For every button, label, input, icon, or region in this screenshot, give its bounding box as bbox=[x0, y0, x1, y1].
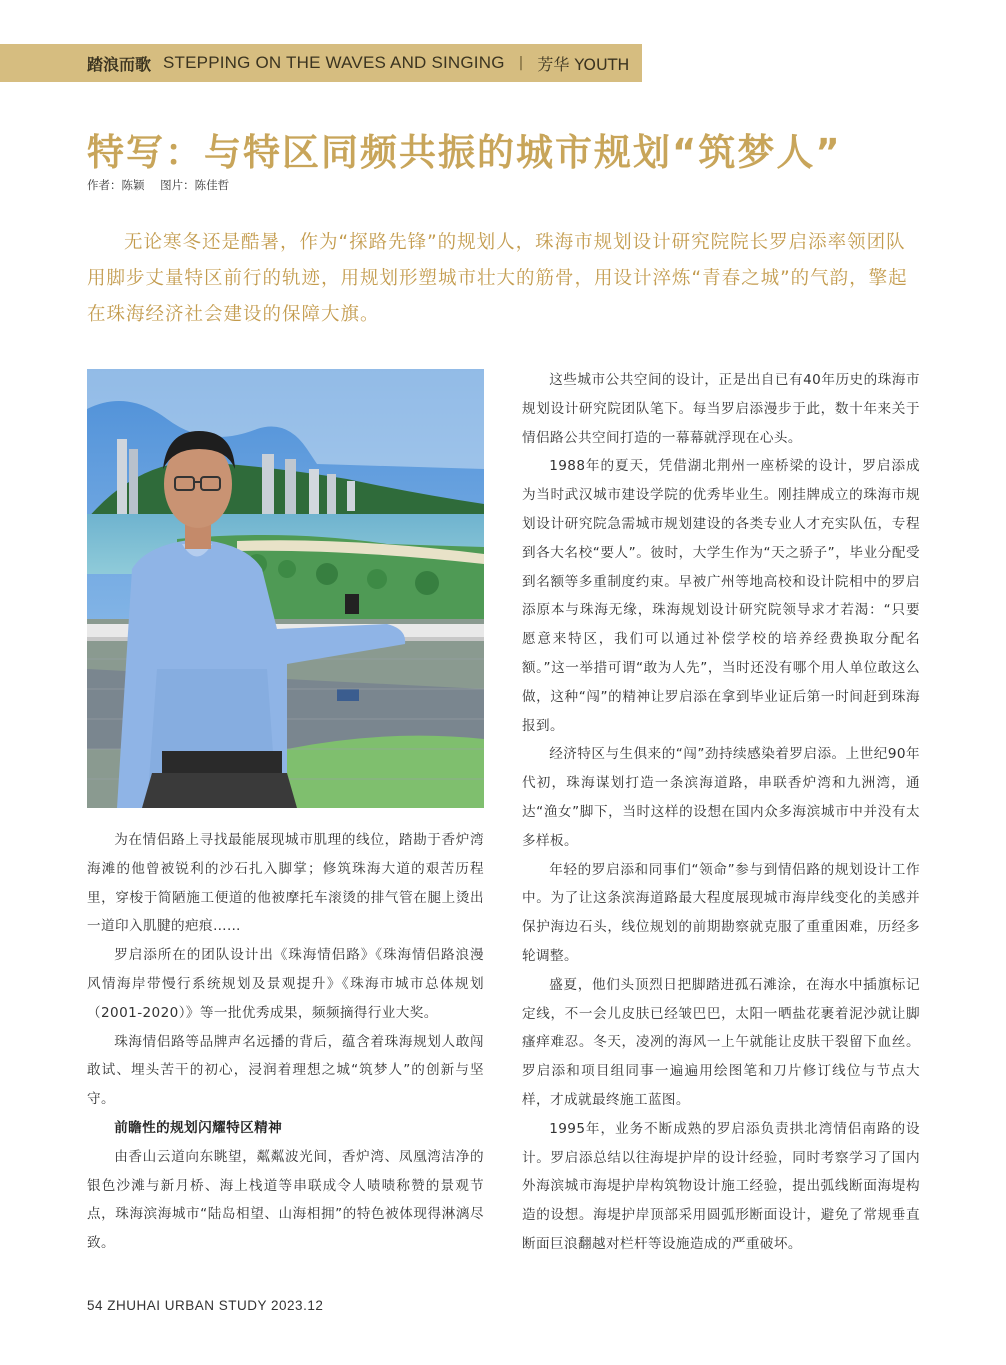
body-paragraph: 珠海情侣路等品牌声名远播的背后，蕴含着珠海规划人敢闯敢试、埋头苦干的初心，浸润着理想之城“筑梦人”的创新与坚守。 bbox=[87, 1033, 484, 1108]
body-paragraph: 这些城市公共空间的设计，正是出自已有40年历史的珠海市规划设计研究院团队笔下。每当罗启添漫步于此，数十年来关于情侣路公共空间打造的一幕幕就浮现在心头。 bbox=[522, 372, 920, 446]
column-name-en: STEPPING ON THE WAVES AND SINGING bbox=[163, 53, 505, 72]
body-paragraph: 1995年，业务不断成熟的罗启添负责拱北湾情侣南路的设计。罗启添总结以往海堤护岸的设计经验，同时考察学习了国内外海滨城市海堤护岸构筑物设计施工经验，提出弧线断面海堤构造的设想。海堤护岸顶部采用圆弧形断面设计，避免了常规垂直断面巨浪翻越对栏杆等设施造成的严重破坏。 bbox=[522, 1120, 920, 1252]
section-header-band bbox=[0, 44, 642, 82]
photo-credit: 图片：陈佳哲 bbox=[160, 178, 230, 192]
body-paragraph: 为在情侣路上寻找最能展现城市肌理的线位，踏勘于香炉湾海滩的他曾被锐利的沙石扎入脚掌；修筑珠海大道的艰苦历程里，穿梭于简陋施工便道的他被摩托车滚烫的排气管在腿上烫出一道印入肌腱的疤痕…… bbox=[87, 832, 484, 935]
section-name: 芳华 YOUTH bbox=[537, 54, 630, 74]
body-paragraph: 1988年的夏天，凭借湖北荆州一座桥梁的设计，罗启添成为当时武汉城市建设学院的优秀毕业生。刚挂牌成立的珠海市规划设计研究院急需城市规划建设的各类专业人才充实队伍，专程到各大名校“要人”。彼时，大学生作为“天之骄子”，毕业分配受到名额等多重制度约束。早被广州等地高校和设计院相中的罗启添原本与珠海无缘，珠海规划设计研究院领导求才若渴：“只要愿意来特区，我们可以通过补偿学校的培养经费换取分配名额。”这一举措可谓“敢为人先”，当时还没有哪个用人单位敢这么做，这种“闯”的精神让罗启添在拿到毕业证后第一时间赶到珠海报到。 bbox=[522, 458, 920, 734]
body-paragraph: 罗启添所在的团队设计出《珠海情侣路》《珠海情侣路浪漫风情海岸带慢行系统规划及景观提升》《珠海市城市总体规划（2001-2020）》等一批优秀成果，频频摘得行业大奖。 bbox=[87, 947, 484, 1021]
right-text-column bbox=[522, 366, 920, 1259]
left-text-column bbox=[87, 826, 484, 1258]
byline bbox=[87, 177, 241, 193]
section-subheading: 前瞻性的规划闪耀特区精神 bbox=[114, 1119, 283, 1136]
page-footer: 54 ZHUHAI URBAN STUDY 2023.12 bbox=[87, 1298, 324, 1313]
body-paragraph: 盛夏，他们头顶烈日把脚踏进孤石滩涂，在海水中插旗标记定线，不一会儿皮肤已经皱巴巴，太阳一晒盐花裹着泥沙就让脚瘙痒难忍。冬天，凌冽的海风一上午就能让皮肤干裂留下血丝。罗启添和项目组同事一遍遍用绘图笔和刀片修订线位与节点大样，才成就最终施工蓝图。 bbox=[522, 976, 920, 1108]
body-paragraph: 经济特区与生俱来的“闯”劲持续感染着罗启添。上世纪90年代初，珠海谋划打造一条滨海道路，串联香炉湾和九洲湾，通达“渔女”脚下，当时这样的设想在国内众多海滨城市中并没有太多样板。 bbox=[522, 746, 920, 849]
body-paragraph: 由香山云道向东眺望，粼粼波光间，香炉湾、凤凰湾洁净的银色沙滩与新月桥、海上栈道等串联成令人啧啧称赞的景观节点，珠海滨海城市“陆岛相望、山海相拥”的特色被体现得淋漓尽致。 bbox=[87, 1148, 484, 1252]
column-name-cn: 踏浪而歌 bbox=[87, 54, 152, 74]
header-separator: | bbox=[518, 55, 524, 71]
portrait-photo bbox=[87, 369, 484, 808]
author-credit: 作者：陈颖 bbox=[87, 178, 145, 192]
body-paragraph: 年轻的罗启添和同事们“领命”参与到情侣路的规划设计工作中。为了让这条滨海道路最大程度展现城市海岸线变化的美感并保护海边石头，线位规划的前期勘察就克服了重重困难，历经多轮调整。 bbox=[522, 861, 920, 964]
lead-paragraph: 无论寒冬还是酷暑，作为“探路先锋”的规划人，珠海市规划设计研究院院长罗启添率领团队用脚步丈量特区前行的轨迹，用规划形塑城市壮大的筋骨，用设计淬炼“青春之城”的气韵，擎起在珠海经济社会建设的保障大旗。 bbox=[87, 232, 908, 325]
article-title: 特写：与特区同频共振的城市规划“筑梦人” bbox=[87, 131, 842, 174]
